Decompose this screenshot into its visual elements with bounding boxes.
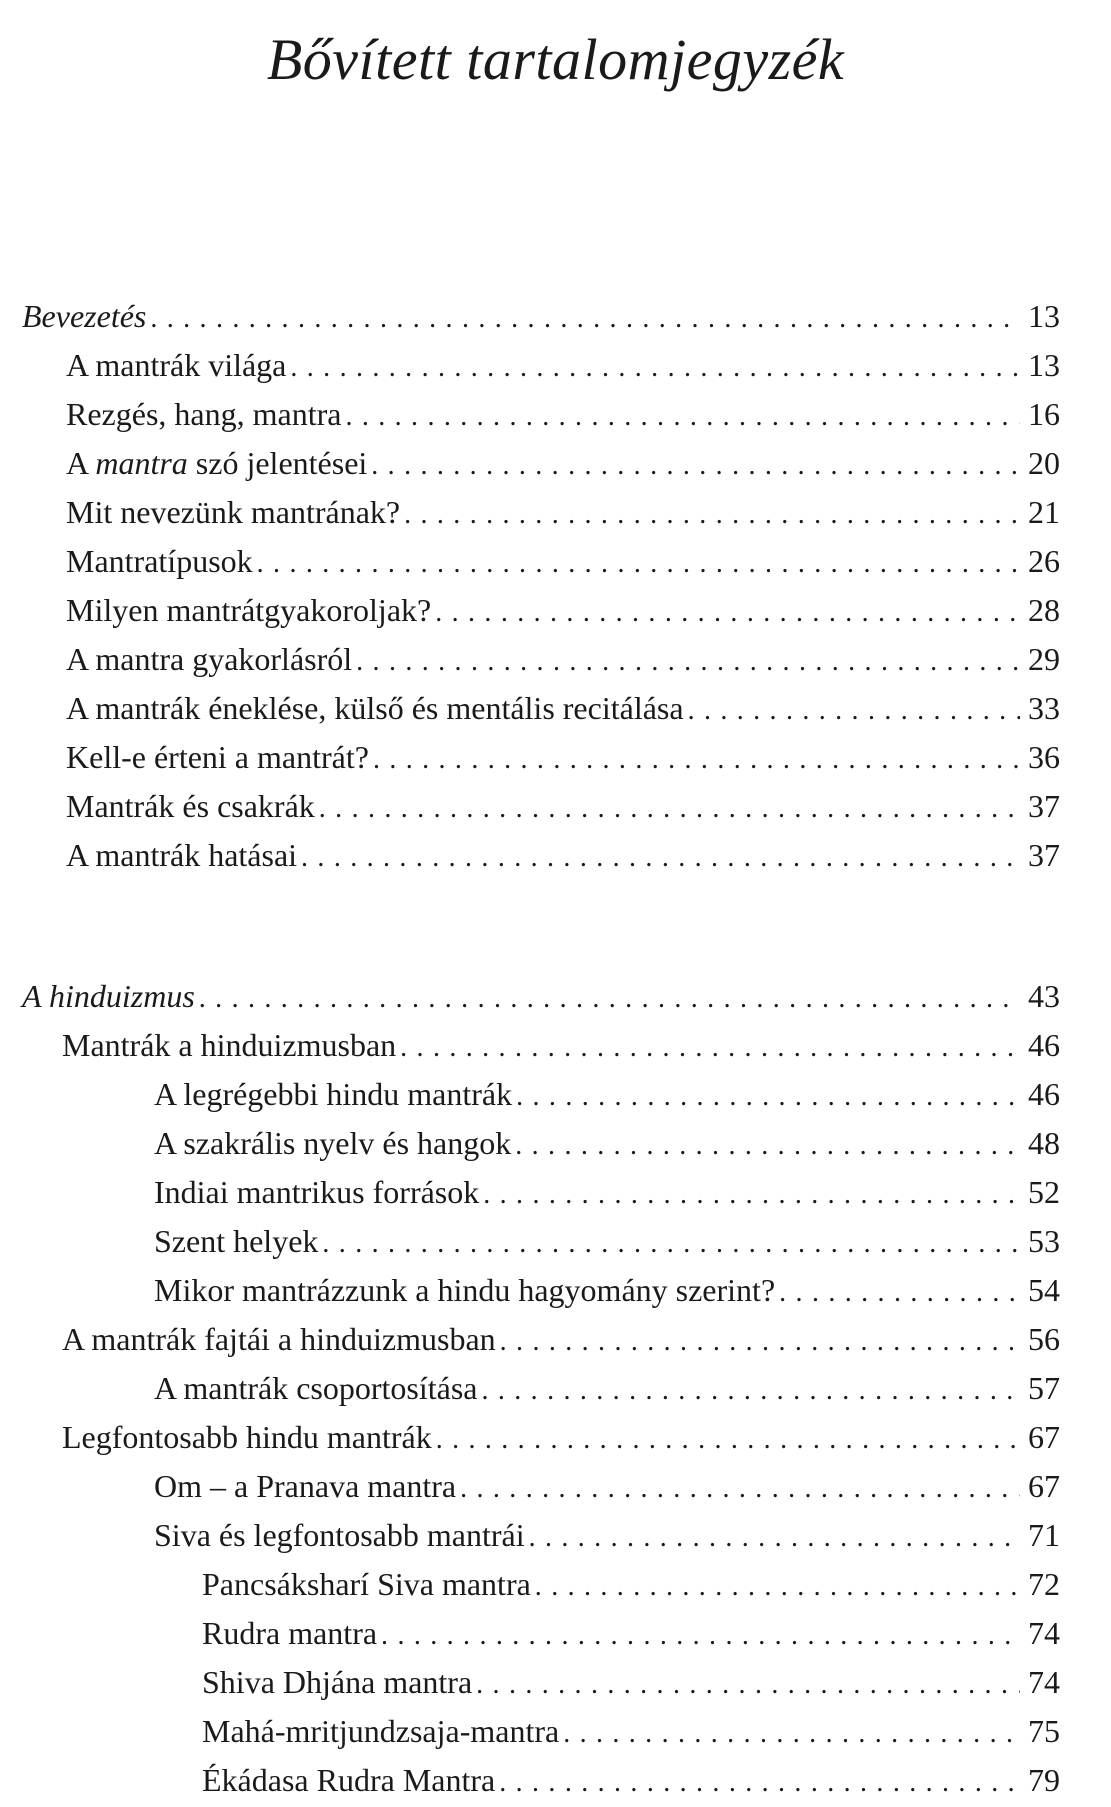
- toc-entry[interactable]: [0, 1707, 1111, 1756]
- toc-entry[interactable]: [0, 488, 1111, 537]
- toc-entry[interactable]: [0, 1119, 1111, 1168]
- dot-leader: [290, 343, 1020, 392]
- toc-entry[interactable]: [0, 1266, 1111, 1315]
- toc-entry-title: Pancsáksharí Siva mantra: [202, 1566, 531, 1602]
- toc-page-number: 79: [1028, 1762, 1060, 1798]
- toc-entry[interactable]: [0, 782, 1111, 831]
- dot-leader: [688, 686, 1020, 735]
- page-title: Bővített tartalomjegyzék: [266, 27, 845, 92]
- toc-page-number: 33: [1028, 690, 1060, 726]
- dot-leader: [500, 1317, 1020, 1366]
- toc-entry-title: Mantrák a hinduizmusban: [62, 1027, 397, 1063]
- dot-leader: [381, 1611, 1020, 1660]
- toc-entry-title: A mantrák világa: [66, 347, 287, 383]
- toc-entry[interactable]: [0, 684, 1111, 733]
- toc-entry-title: Mikor mantrázzunk a hindu hagyomány szerint?: [154, 1272, 776, 1308]
- toc-entry-title: A mantrák hatásai: [66, 837, 298, 873]
- toc-entry[interactable]: [0, 1168, 1111, 1217]
- toc-entry[interactable]: [0, 586, 1111, 635]
- toc-entry[interactable]: [0, 341, 1111, 390]
- toc-page-number: 57: [1028, 1370, 1060, 1406]
- toc-page-number: 67: [1028, 1468, 1060, 1504]
- dot-leader: [322, 1219, 1020, 1268]
- dot-leader: [435, 588, 1020, 637]
- toc-page-number: 21: [1028, 494, 1060, 530]
- dot-leader: [150, 294, 1020, 343]
- toc-entry[interactable]: [0, 1560, 1111, 1609]
- toc-entry-title: Shiva Dhjána mantra: [202, 1664, 473, 1700]
- toc-entry-title: Indiai mantrikus források: [154, 1174, 480, 1210]
- toc-entry[interactable]: [0, 390, 1111, 439]
- toc-entry[interactable]: [0, 439, 1111, 488]
- dot-leader: [535, 1562, 1020, 1611]
- toc-page-number: 54: [1028, 1272, 1060, 1308]
- dot-leader: [483, 1170, 1020, 1219]
- toc-entry[interactable]: [0, 1070, 1111, 1119]
- toc-page-number: 46: [1028, 1076, 1060, 1112]
- toc-entry[interactable]: [0, 1462, 1111, 1511]
- toc-entry[interactable]: [0, 1364, 1111, 1413]
- dot-leader: [476, 1660, 1020, 1709]
- toc-entry-title: A mantrák fajtái a hinduizmusban: [62, 1321, 496, 1357]
- toc-page-number: 13: [1028, 347, 1060, 383]
- toc-page-number: 48: [1028, 1125, 1060, 1161]
- toc-entry-title: Mit nevezünk mantrának?: [66, 494, 401, 530]
- toc-entry-title: Siva és legfontosabb mantrái: [154, 1517, 525, 1553]
- toc-page-number: 75: [1028, 1713, 1060, 1749]
- toc-section-introduction: [0, 292, 1111, 880]
- toc-entry-title-emphasis: mantra: [95, 445, 188, 481]
- dot-leader: [371, 441, 1020, 490]
- toc-page-number: 67: [1028, 1419, 1060, 1455]
- dot-leader: [257, 539, 1020, 588]
- toc-entry[interactable]: [0, 831, 1111, 880]
- dot-leader: [199, 974, 1020, 1023]
- toc-page-number: 74: [1028, 1664, 1060, 1700]
- dot-leader: [373, 735, 1020, 784]
- toc-entry-title: [66, 439, 367, 488]
- toc-page-number: 28: [1028, 592, 1060, 628]
- toc-page-number: 16: [1028, 396, 1060, 432]
- dot-leader: [319, 784, 1020, 833]
- dot-leader: [404, 490, 1020, 539]
- toc-page-number: 37: [1028, 837, 1060, 873]
- toc-page-number: 46: [1028, 1027, 1060, 1063]
- dot-leader: [436, 1415, 1020, 1464]
- toc-page-number: 29: [1028, 641, 1060, 677]
- dot-leader: [515, 1121, 1020, 1170]
- toc-entry-title-part: szó jelentései: [187, 445, 368, 481]
- toc-page-number: 56: [1028, 1321, 1060, 1357]
- toc-entry-title: A hinduizmus: [22, 978, 195, 1014]
- dot-leader: [563, 1709, 1020, 1758]
- toc-entry-title: A mantra gyakorlásról: [66, 641, 353, 677]
- dot-leader: [356, 637, 1020, 686]
- toc-entry-title: Mantrák és csakrák: [66, 788, 315, 824]
- toc-entry-title: A legrégebbi hindu mantrák: [154, 1076, 513, 1112]
- toc-page-number: 26: [1028, 543, 1060, 579]
- toc-entry-title: Legfontosabb hindu mantrák: [62, 1419, 432, 1455]
- dot-leader: [345, 392, 1020, 441]
- toc-page-number: 71: [1028, 1517, 1060, 1553]
- toc-entry-title: A szakrális nyelv és hangok: [154, 1125, 512, 1161]
- dot-leader: [460, 1464, 1020, 1513]
- toc-section-hinduism: [0, 972, 1111, 1805]
- toc-entry[interactable]: [0, 635, 1111, 684]
- dot-leader: [400, 1023, 1020, 1072]
- toc-entry[interactable]: [0, 1413, 1111, 1462]
- toc-entry-title: Rudra mantra: [202, 1615, 378, 1651]
- toc-page-number: 53: [1028, 1223, 1060, 1259]
- toc-entry[interactable]: [0, 1021, 1111, 1070]
- dot-leader: [516, 1072, 1020, 1121]
- toc-entry-title: Milyen mantrátgyakoroljak?: [66, 592, 432, 628]
- toc-entry-title: Bevezetés: [22, 298, 147, 334]
- toc-entry-title: A mantrák éneklése, külső és mentális recitálása: [66, 690, 684, 726]
- toc-entry-title: Om – a Pranava mantra: [154, 1468, 457, 1504]
- dot-leader: [481, 1366, 1020, 1415]
- toc-page-number: 36: [1028, 739, 1060, 775]
- toc-entry[interactable]: [0, 733, 1111, 782]
- toc-page-number: 72: [1028, 1566, 1060, 1602]
- toc-entry-title: A mantrák csoportosítása: [154, 1370, 478, 1406]
- toc-page-number: 43: [1028, 978, 1060, 1014]
- toc-entry-title: Kell-e érteni a mantrát?: [66, 739, 369, 775]
- dot-leader: [529, 1513, 1020, 1562]
- toc-page-number: 20: [1028, 445, 1060, 481]
- toc-entry[interactable]: [0, 1756, 1111, 1805]
- toc-entry-title: Mantratípusok: [66, 543, 253, 579]
- toc-entry-title: Szent helyek: [154, 1223, 319, 1259]
- toc-entry[interactable]: [0, 537, 1111, 586]
- toc-page-number: 52: [1028, 1174, 1060, 1210]
- toc-entry-title: Ékádasa Rudra Mantra: [202, 1762, 496, 1798]
- toc-entry[interactable]: [0, 1658, 1111, 1707]
- toc-entry[interactable]: [0, 1609, 1111, 1658]
- toc-entry[interactable]: [0, 1315, 1111, 1364]
- toc-entry[interactable]: [0, 292, 1111, 341]
- toc-entry-title: Mahá-mritjundzsaja-mantra: [202, 1713, 560, 1749]
- toc-entry[interactable]: [0, 972, 1111, 1021]
- dot-leader: [301, 833, 1020, 882]
- toc-page-number: 74: [1028, 1615, 1060, 1651]
- toc-entry[interactable]: [0, 1511, 1111, 1560]
- toc-entry-title: Rezgés, hang, mantra: [66, 396, 342, 432]
- dot-leader: [779, 1268, 1020, 1317]
- toc-page-number: 13: [1028, 298, 1060, 334]
- toc-entry[interactable]: [0, 1217, 1111, 1266]
- toc-page-number: 37: [1028, 788, 1060, 824]
- toc-entry-title-part: A: [66, 445, 96, 481]
